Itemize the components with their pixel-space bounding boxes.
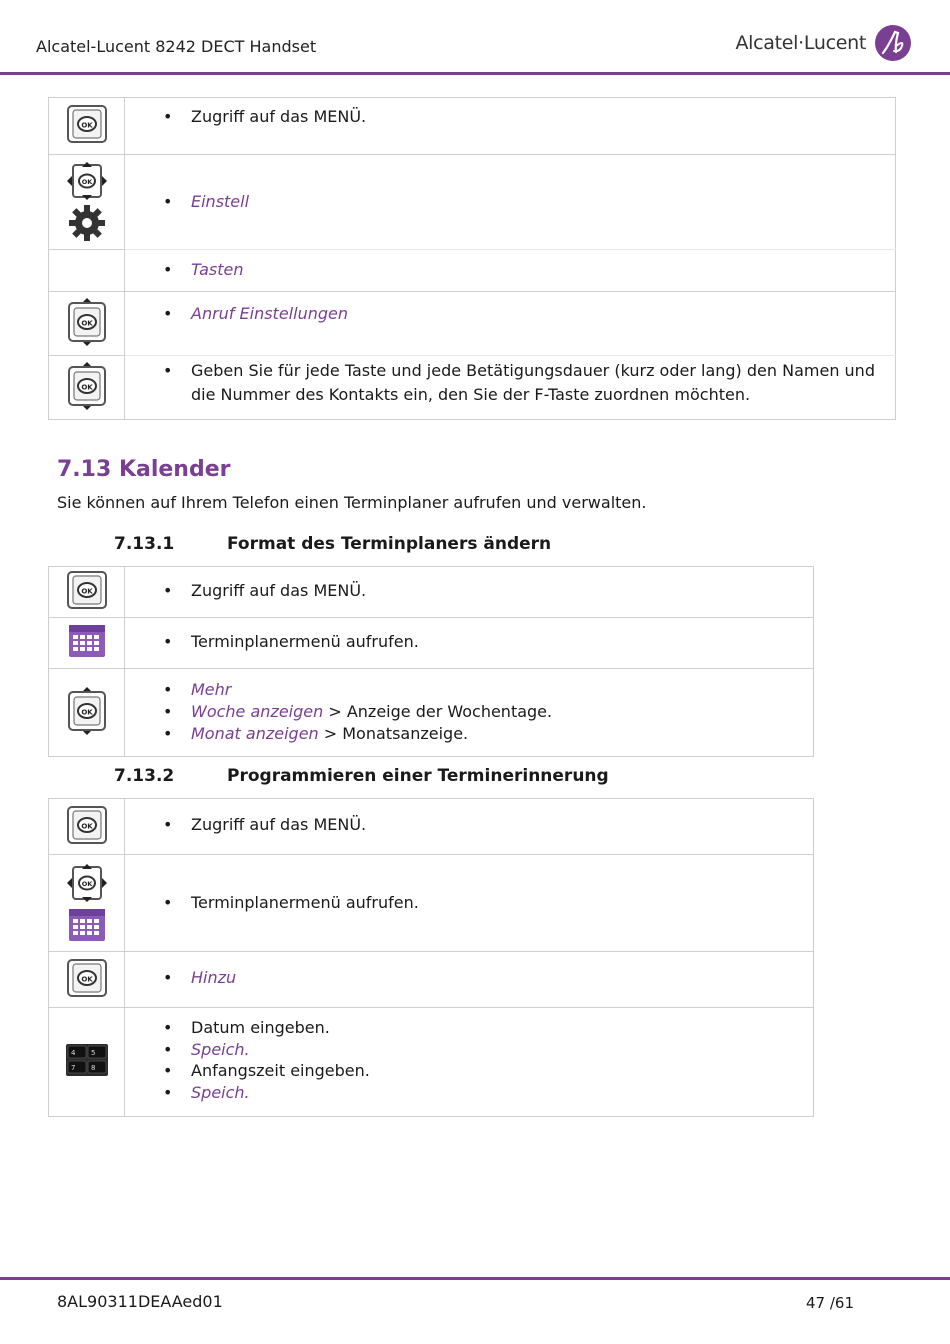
list-item: • Zugriff auf das MENÜ. bbox=[191, 106, 895, 128]
text-cell bbox=[125, 98, 896, 155]
section-heading bbox=[57, 457, 231, 482]
menu-item-mehr: Mehr bbox=[191, 680, 232, 699]
svg-text:OK: OK bbox=[80, 975, 93, 983]
table-row bbox=[49, 952, 814, 1008]
table-row bbox=[49, 292, 896, 356]
keypad-icon bbox=[66, 1044, 108, 1076]
menu-item-anruf-einstellungen: • Anruf Einstellungen bbox=[191, 303, 895, 325]
ok-key-icon bbox=[66, 570, 108, 610]
menu-item-tasten: • Tasten bbox=[191, 259, 895, 281]
header-divider bbox=[0, 72, 950, 75]
subsection-title: Format des Terminplaners ändern bbox=[227, 534, 552, 554]
text-cell bbox=[125, 1008, 814, 1117]
subsection-title: Programmieren einer Terminerinnerung bbox=[227, 766, 609, 786]
brand-logo bbox=[735, 24, 912, 62]
icon-cell bbox=[49, 952, 125, 1008]
menu-item-speich: • Speich. bbox=[191, 1082, 813, 1104]
list-item: • Zugriff auf das MENÜ. bbox=[191, 580, 813, 602]
icon-cell bbox=[49, 98, 125, 155]
svg-text:OK: OK bbox=[80, 383, 93, 391]
icon-cell bbox=[49, 1008, 125, 1117]
brand-logo-text: Alcatel·Lucent bbox=[735, 32, 866, 54]
icon-cell bbox=[49, 799, 125, 855]
text-cell bbox=[125, 356, 896, 420]
icon-cell bbox=[49, 155, 125, 250]
list-item: • Terminplanermenü aufrufen. bbox=[191, 892, 813, 914]
svg-text:4: 4 bbox=[70, 1049, 75, 1057]
calendar-icon bbox=[68, 908, 106, 942]
menu-item-monat-anzeigen: Monat anzeigen bbox=[191, 724, 319, 743]
icon-cell bbox=[49, 292, 125, 356]
navigator-up-down-icon bbox=[66, 687, 108, 735]
text-cell bbox=[125, 618, 814, 669]
navigator-key-icon bbox=[66, 864, 108, 902]
text-cell bbox=[125, 855, 814, 952]
instruction-table-reminder bbox=[48, 798, 814, 1117]
section-intro: Sie können auf Ihrem Telefon einen Terminplaner aufrufen und verwalten. bbox=[57, 493, 647, 512]
icon-cell bbox=[49, 669, 125, 757]
table-row bbox=[49, 1008, 814, 1117]
list-item bbox=[191, 679, 813, 701]
svg-text:OK: OK bbox=[80, 708, 93, 716]
subsection-number: 7.13.1 bbox=[114, 534, 175, 554]
svg-text:OK: OK bbox=[80, 587, 93, 596]
text-cell bbox=[125, 952, 814, 1008]
list-item: • Geben Sie für jede Taste und jede Betätigungsdauer (kurz oder lang) den Namen und die Nummer des Kontakts ein, den Sie der F-Taste zuordnen möchten. bbox=[191, 359, 875, 407]
menu-item-speich: • Speich. bbox=[191, 1039, 813, 1061]
list-item bbox=[191, 723, 813, 745]
icon-cell bbox=[49, 567, 125, 618]
section-number: 7.13 bbox=[57, 457, 112, 482]
list-item: • Terminplanermenü aufrufen. bbox=[191, 631, 813, 653]
list-item: • Zugriff auf das MENÜ. bbox=[191, 814, 813, 836]
page-number: 47 /61 bbox=[806, 1294, 854, 1312]
text-cell bbox=[125, 567, 814, 618]
icon-cell bbox=[49, 356, 125, 420]
svg-text:OK: OK bbox=[81, 880, 92, 888]
menu-item-einstell: • Einstell bbox=[191, 191, 895, 213]
table-row bbox=[49, 799, 814, 855]
svg-text:7: 7 bbox=[70, 1064, 75, 1072]
document-reference: 8AL90311DEAAed01 bbox=[57, 1292, 223, 1311]
svg-text:OK: OK bbox=[80, 319, 93, 327]
text-cell bbox=[125, 155, 896, 250]
ok-key-icon bbox=[66, 805, 108, 845]
table-row bbox=[49, 155, 896, 250]
instruction-table-format bbox=[48, 566, 814, 757]
table-row bbox=[49, 567, 814, 618]
list-item-text: > Monatsanzeige. bbox=[318, 724, 469, 743]
svg-text:8: 8 bbox=[90, 1064, 95, 1072]
calendar-icon bbox=[68, 624, 106, 658]
navigator-up-down-icon bbox=[66, 362, 108, 410]
navigator-up-down-icon bbox=[66, 298, 108, 346]
text-cell bbox=[125, 292, 896, 356]
menu-item-hinzu: • Hinzu bbox=[191, 967, 813, 989]
table-row bbox=[49, 250, 896, 292]
footer-divider bbox=[0, 1277, 950, 1280]
ok-key-icon bbox=[66, 958, 108, 998]
svg-text:OK: OK bbox=[80, 822, 93, 830]
table-row bbox=[49, 618, 814, 669]
list-item bbox=[191, 701, 813, 723]
list-item: • Anfangszeit eingeben. bbox=[191, 1060, 813, 1082]
instruction-table-fkey bbox=[48, 97, 896, 420]
svg-text:5: 5 bbox=[90, 1049, 95, 1057]
svg-text:OK: OK bbox=[81, 178, 92, 186]
icon-cell bbox=[49, 250, 125, 292]
table-row bbox=[49, 669, 814, 757]
table-row bbox=[49, 356, 896, 420]
icon-cell bbox=[49, 618, 125, 669]
icon-cell bbox=[49, 855, 125, 952]
navigator-key-icon bbox=[66, 162, 108, 200]
settings-gear-icon bbox=[68, 204, 106, 242]
subsection-number: 7.13.2 bbox=[114, 766, 175, 786]
ok-key-icon bbox=[66, 104, 108, 144]
text-cell bbox=[125, 250, 896, 292]
list-item-text: > Anzeige der Wochentage. bbox=[323, 702, 553, 721]
text-cell bbox=[125, 669, 814, 757]
table-row bbox=[49, 98, 896, 155]
list-item: • Datum eingeben. bbox=[191, 1017, 813, 1039]
table-row bbox=[49, 855, 814, 952]
menu-item-woche-anzeigen: Woche anzeigen bbox=[191, 702, 324, 721]
text-cell bbox=[125, 799, 814, 855]
alcatel-lucent-logo-icon bbox=[874, 24, 912, 62]
svg-text:OK: OK bbox=[80, 121, 93, 130]
document-title: Alcatel-Lucent 8242 DECT Handset bbox=[36, 37, 317, 56]
section-title: Kalender bbox=[118, 457, 231, 482]
